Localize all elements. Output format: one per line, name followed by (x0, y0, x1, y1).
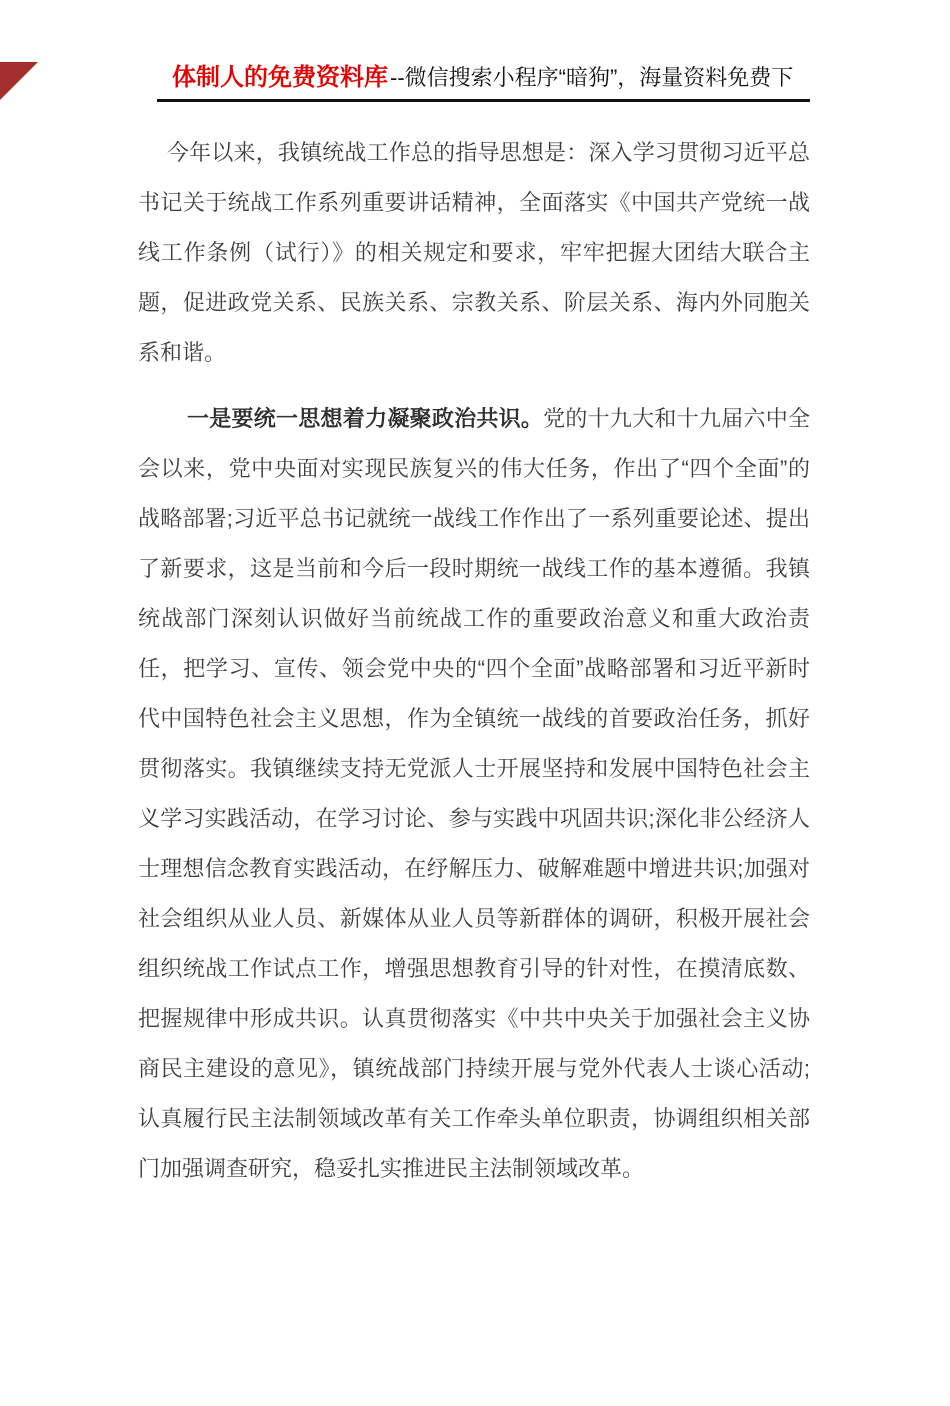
site-tagline: --微信搜索小程序“暗狗”，海量资料免费下 (390, 65, 794, 90)
paragraph-political-consensus (138, 394, 810, 1194)
paragraph-text: 党的十九大和十九届六中全会以来，党中央面对实现民族复兴的伟大任务，作出了“四个全面”的战略部署;习近平总书记就统一战线工作作出了一系列重要论述、提出了新要求，这是当前和今后一段时期统一战线工作的基本遵循。我镇统战部门深刻认识做好当前统战工作的重要政治意义和重大政治责任，把学习、宣传、领会党中央的“四个全面”战略部署和习近平新时代中国特色社会主义思想，作为全镇统一战线的首要政治任务，抓好贯彻落实。我镇继续支持无党派人士开展坚持和发展中国特色社会主义学习实践活动，在学习讨论、参与实践中巩固共识;深化非公经济人士理想信念教育实践活动，在纾解压力、破解难题中增进共识;加强对社会组织从业人员、新媒体从业人员等新群体的调研，积极开展社会组织统战工作试点工作，增强思想教育引导的针对性，在摸清底数、把握规律中形成共识。认真贯彻落实《中共中央关于加强社会主义协商民主建设的意见》，镇统战部门持续开展与党外代表人士谈心活动;认真履行民主法制领域改革有关工作牵头单位职责，协调组织相关部门加强调查研究，稳妥扎实推进民主法制领域改革。 (138, 406, 810, 1181)
site-header (157, 62, 810, 102)
paragraph-text: 今年以来，我镇统战工作总的指导思想是：深入学习贯彻习近平总书记关于统战工作系列重要讲话精神，全面落实《中国共产党统一战线工作条例（试行）》的相关规定和要求，牢牢把握大团结大联合主题，促进政党关系、民族关系、宗教关系、阶层关系、海内外同胞关系和谐。 (138, 140, 810, 365)
paragraph-lead: 一是要统一思想着力凝聚政治共识。 (187, 406, 544, 431)
corner-fold-marker (0, 62, 38, 100)
document-body (138, 128, 810, 1194)
site-brand: 体制人的免费资料库 (172, 64, 388, 91)
paragraph-guiding-ideology (138, 128, 810, 378)
